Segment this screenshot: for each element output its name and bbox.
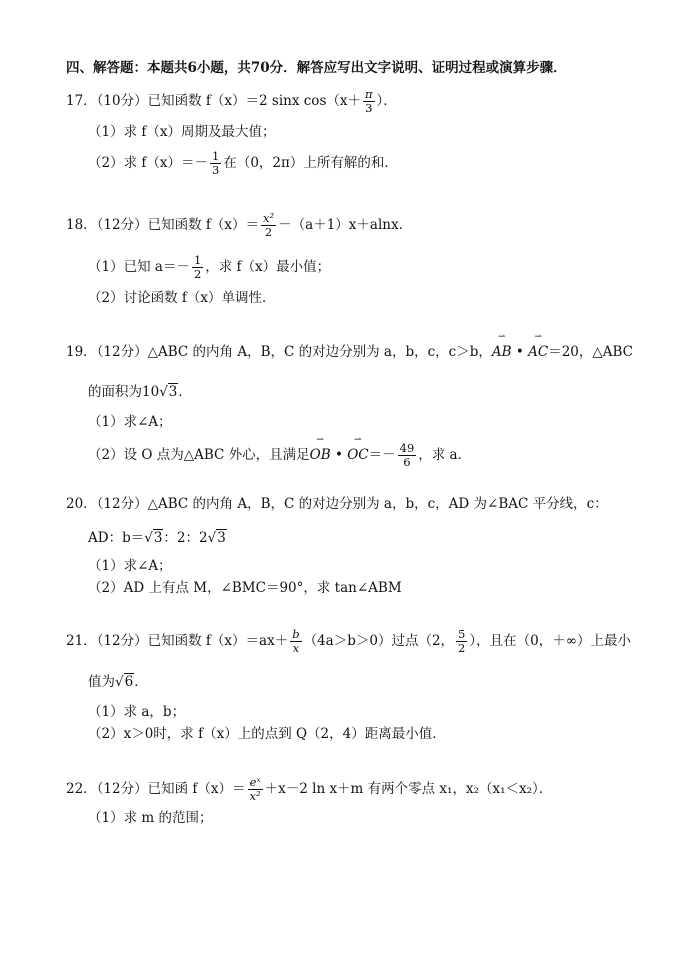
question-19-part-1: （1）求∠A； bbox=[88, 414, 172, 430]
vector-ac: ⇀ AC bbox=[528, 332, 549, 360]
question-17-stem bbox=[66, 88, 397, 115]
stem-text: ）． bbox=[376, 93, 397, 109]
question-18-stem: 18．（12分）已知函数 f（x）＝ $\frac{\text{x²}}{2}$ －（a＋1）x＋alnx． bbox=[66, 211, 413, 239]
fraction: $\frac{1}{2}$ bbox=[193, 253, 202, 281]
vector-ab: ⇀ AB bbox=[491, 332, 512, 360]
question-21-stem: 21．（12分）已知函数 f（x）＝ax＋ $\frac{b}{x}$ （4a＞b＞0）过点（2， $\frac{5}{2}$ ），且在（0，＋∞）上最小 bbox=[66, 627, 631, 655]
section-title: 四、解答题：本题共6小题，共70分．解答应写出文字说明、证明过程或演算步骤． bbox=[66, 60, 567, 76]
question-18-part-2: （2）讨论函数 f（x）单调性． bbox=[88, 290, 276, 306]
fraction: $\frac{49}{6}$ bbox=[399, 441, 415, 469]
fraction: $\frac{b}{x}$ bbox=[292, 627, 300, 655]
fraction: $\frac{5}{2}$ bbox=[458, 627, 466, 655]
question-19-part-2: （2）设 O 点为△ABC 外心，且满足 ⇀ OB • ⇀ OC＝－ $\frac{49}{6}$ ，求 a． bbox=[88, 435, 472, 469]
stem-text: 已知函数 f（x）＝2 sinx cos（x＋ bbox=[147, 93, 361, 109]
sqrt: √3 bbox=[159, 384, 178, 400]
fraction: $\frac{\text{x²}}{2}$ bbox=[263, 211, 275, 239]
vector-oc: ⇀ OC bbox=[347, 435, 369, 463]
question-21-stem-cont: 值为√6． bbox=[88, 674, 148, 690]
question-19-stem: 19．（12分）△ABC 的内角 A，B，C 的对边分别为 a，b，c，c＞b， ⇀ AB • ⇀ AC＝20，△ABC bbox=[66, 332, 634, 360]
question-22-part-1: （1）求 m 的范围； bbox=[88, 810, 213, 826]
question-20-stem: 20．（12分）△ABC 的内角 A，B，C 的对边分别为 a，b，c，AD 为∠BAC 平分线，c： bbox=[66, 496, 608, 512]
fraction: $\frac{1}{3}$ bbox=[212, 149, 220, 177]
question-number: 17． bbox=[66, 93, 97, 109]
fraction: $\frac{\pi}{3}$ bbox=[364, 87, 373, 115]
question-21-part-1: （1）求 a，b； bbox=[88, 704, 186, 720]
vector-ob: ⇀ OB bbox=[309, 435, 331, 463]
question-18-part-1: （1）已知 a＝－ $\frac{1}{2}$ ，求 f（x）最小值； bbox=[88, 253, 331, 281]
question-20-part-1: （1）求∠A； bbox=[88, 558, 172, 574]
question-22-stem: 22．（12分）已知函 f（x）＝ $\frac{\text{eˣ}}{\text{x²}}$ ＋x－2 ln x＋m 有两个零点 x₁，x₂（x₁＜x₂）． bbox=[66, 775, 553, 803]
question-points: （10分） bbox=[96, 93, 148, 109]
question-20-part-2: （2）AD 上有点 M，∠BMC＝90°，求 tan∠ABM bbox=[88, 580, 402, 596]
question-17-part-1: （1）求 f（x）周期及最大值； bbox=[88, 124, 276, 140]
question-20-stem-cont: AD：b＝√3：2：2√3 bbox=[88, 530, 226, 546]
question-17-part-2: （2）求 f（x）＝－ $\frac{1}{3}$ 在（0，2π）上所有解的和． bbox=[88, 149, 398, 177]
question-19-stem-cont: 的面积为10√3． bbox=[88, 384, 192, 400]
question-21-part-2: （2）x＞0时，求 f（x）上的点到 Q（2，4）距离最小值． bbox=[88, 726, 446, 742]
fraction: $\frac{\text{eˣ}}{\text{x²}}$ bbox=[249, 775, 261, 803]
